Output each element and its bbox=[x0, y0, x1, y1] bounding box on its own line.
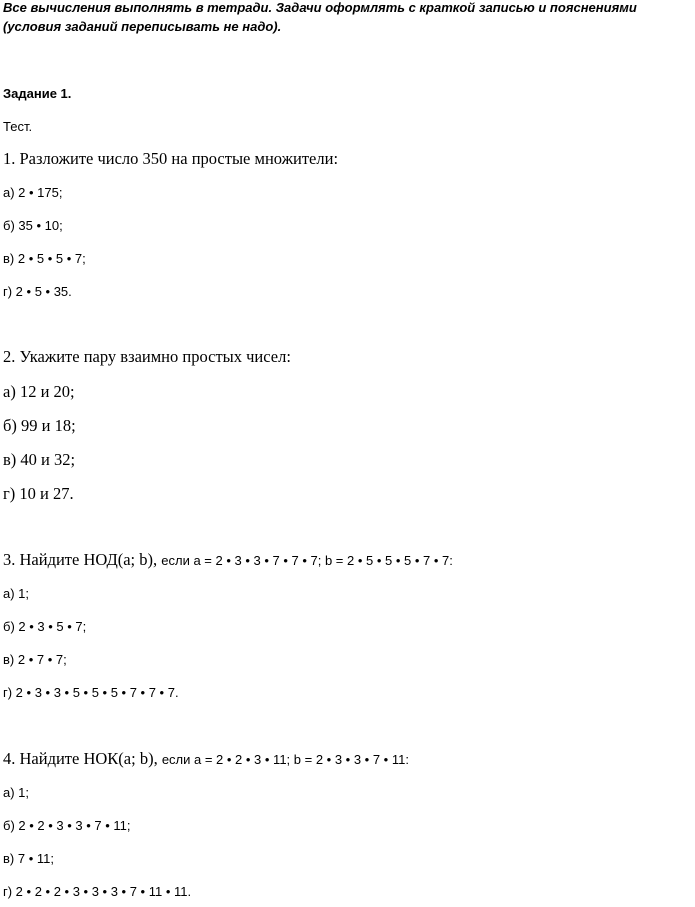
q3-option-a: а) 1; bbox=[3, 586, 30, 601]
question-4-main: 4. Найдите НОК(a; b), bbox=[3, 749, 158, 768]
q4-option-d: г) 2 • 2 • 2 • 3 • 3 • 3 • 7 • 11 • 11. bbox=[3, 884, 192, 899]
q4-option-a: а) 1; bbox=[3, 785, 30, 800]
question-3 bbox=[3, 550, 453, 570]
question-1: 1. Разложите число 350 на простые множители: bbox=[3, 149, 339, 168]
question-3-main: 3. Найдите НОД(a; b), bbox=[3, 550, 158, 569]
task-heading: Задание 1. bbox=[3, 86, 72, 101]
q3-option-d: г) 2 • 3 • 3 • 5 • 5 • 5 • 7 • 7 • 7. bbox=[3, 685, 179, 700]
q1-option-a: а) 2 • 175; bbox=[3, 185, 63, 200]
question-2: 2. Укажите пару взаимно простых чисел: bbox=[3, 347, 291, 366]
q2-option-c: в) 40 и 32; bbox=[3, 450, 76, 469]
q1-option-d: г) 2 • 5 • 35. bbox=[3, 284, 72, 299]
question-4-condition: если а = 2 • 2 • 3 • 11; b = 2 • 3 • 3 • 7 • 11: bbox=[161, 752, 409, 767]
q2-option-b: б) 99 и 18; bbox=[3, 416, 76, 435]
intro-line-2: (условия заданий переписывать не надо). bbox=[3, 19, 282, 34]
q1-option-b: б) 35 • 10; bbox=[3, 218, 63, 233]
question-4 bbox=[3, 749, 409, 769]
task-subtitle: Тест. bbox=[3, 119, 33, 134]
q3-option-b: б) 2 • 3 • 5 • 7; bbox=[3, 619, 87, 634]
q4-option-c: в) 7 • 11; bbox=[3, 851, 54, 866]
q2-option-d: г) 10 и 27. bbox=[3, 484, 74, 503]
intro-line-1: Все вычисления выполнять в тетради. Задачи оформлять с краткой записью и пояснениями bbox=[3, 0, 637, 15]
question-3-condition: если а = 2 • 3 • 3 • 7 • 7 • 7; b = 2 • 5 • 5 • 5 • 7 • 7: bbox=[161, 553, 453, 568]
q4-option-b: б) 2 • 2 • 3 • 3 • 7 • 11; bbox=[3, 818, 131, 833]
q3-option-c: в) 2 • 7 • 7; bbox=[3, 652, 67, 667]
q2-option-a: а) 12 и 20; bbox=[3, 382, 75, 401]
q1-option-c: в) 2 • 5 • 5 • 7; bbox=[3, 251, 86, 266]
